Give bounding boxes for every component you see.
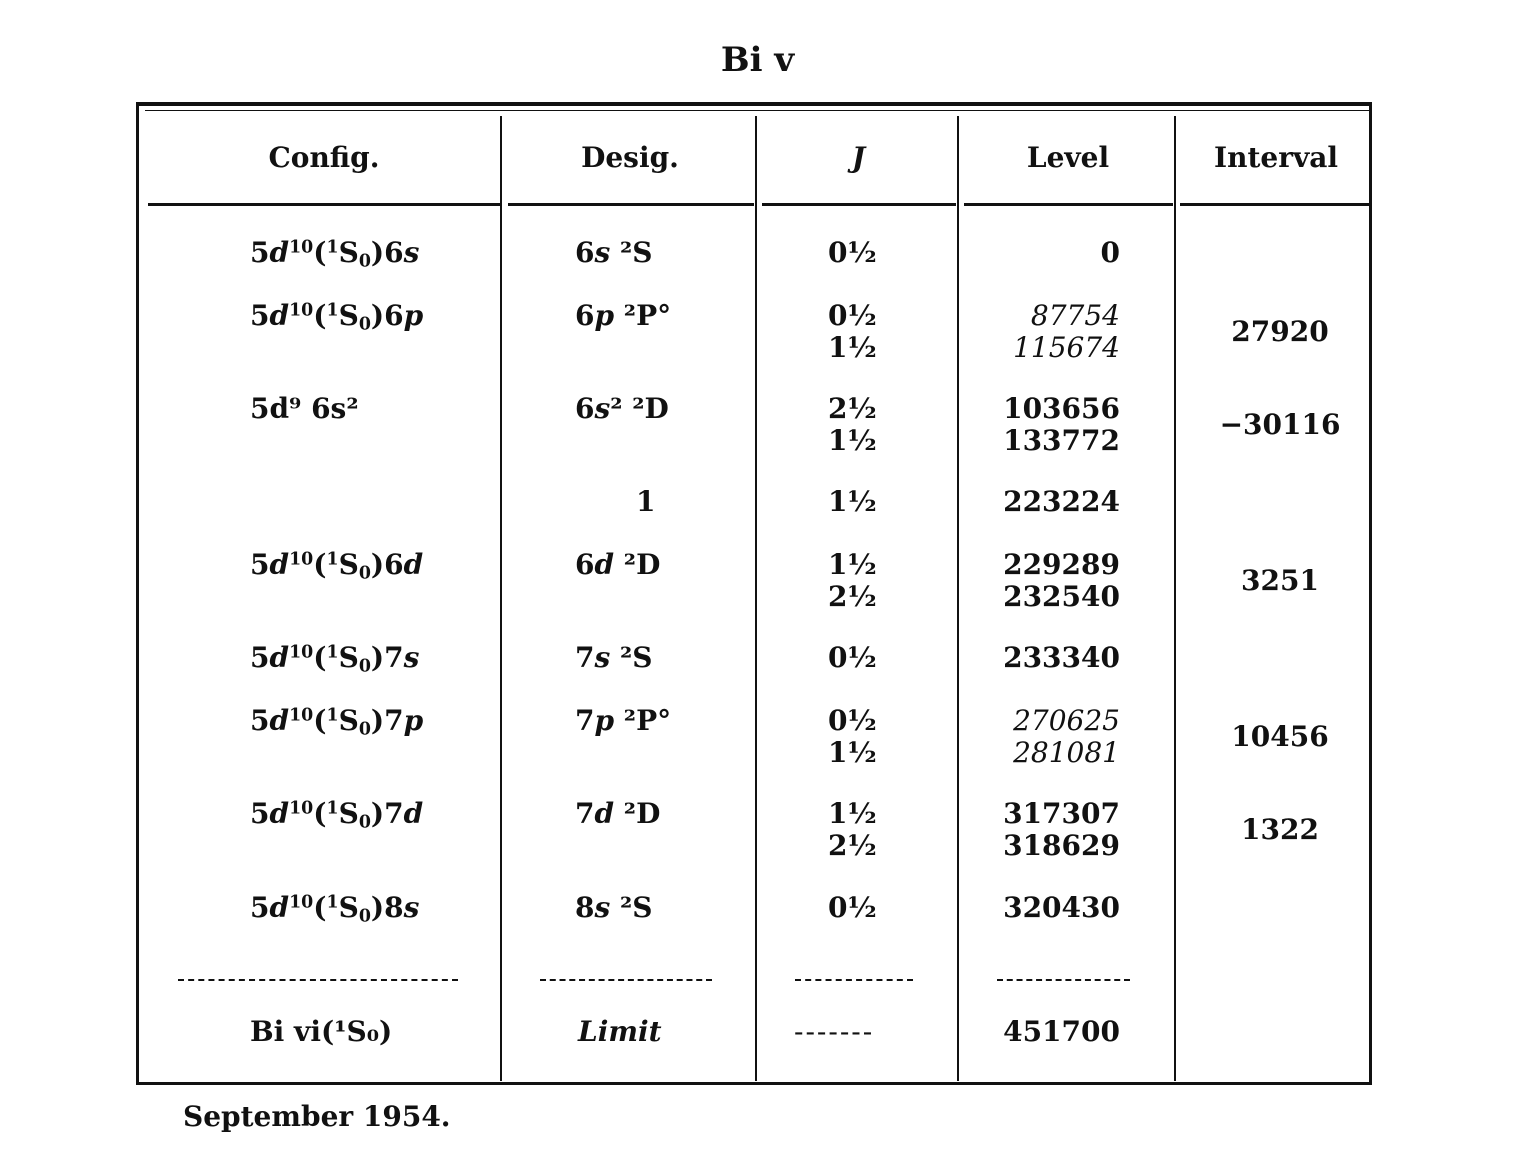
column-divider	[500, 116, 502, 1081]
interval-cell: −30116	[1219, 408, 1341, 441]
j-cell: 1½	[828, 424, 877, 457]
j-cell: 0½	[828, 236, 877, 269]
config-cell: $5d^{10}(^1S_0)8s$	[250, 891, 420, 927]
desig-cell: 6s ²S	[575, 236, 653, 269]
j-cell: 1½	[828, 331, 877, 364]
config-cell: $5d^{10}(^1S_0)6d$	[250, 548, 424, 584]
config-cell: $5d^{10}(^1S_0)6p$	[250, 299, 424, 335]
config-cell: $5d^{10}(^1S_0)7s$	[250, 641, 420, 677]
header-config: Config.	[268, 141, 380, 174]
j-cell: 1½	[828, 485, 877, 518]
header-rule	[148, 203, 500, 206]
dashed-separator	[540, 979, 712, 981]
header-j: J	[851, 141, 866, 174]
config-cell: $5d^{10}(^1S_0)6s$	[250, 236, 420, 272]
level-cell: 115674	[1013, 331, 1120, 364]
limit-j-cell: -------	[794, 1015, 875, 1048]
desig-cell: 1	[636, 485, 656, 518]
j-cell: 1½	[828, 797, 877, 830]
column-divider	[957, 116, 959, 1081]
config-cell: $5d^{10}(^1S_0)7d$	[250, 797, 424, 833]
interval-cell: 10456	[1231, 720, 1329, 753]
header-rule	[508, 203, 754, 206]
level-cell: 320430	[1003, 891, 1120, 924]
desig-cell: 7p ²P°	[575, 704, 672, 737]
level-cell: 103656	[1003, 392, 1120, 425]
dashed-separator	[997, 979, 1130, 981]
desig-cell: 7d ²D	[575, 797, 661, 830]
level-cell: 223224	[1003, 485, 1120, 518]
level-cell: 87754	[1030, 299, 1120, 332]
footer-date: September 1954.	[183, 1100, 451, 1133]
level-cell: 232540	[1003, 580, 1120, 613]
j-cell: 1½	[828, 736, 877, 769]
level-cell: 317307	[1003, 797, 1120, 830]
level-cell: 281081	[1013, 736, 1120, 769]
desig-cell: 6p ²P°	[575, 299, 672, 332]
j-cell: 0½	[828, 641, 877, 674]
interval-cell: 27920	[1231, 315, 1329, 348]
header-desig: Desig.	[581, 141, 679, 174]
header-rule	[762, 203, 956, 206]
j-cell: 2½	[828, 580, 877, 613]
j-cell: 2½	[828, 392, 877, 425]
limit-config-cell: Bi vi(¹S₀)	[250, 1015, 393, 1048]
limit-desig-cell: Limit	[578, 1015, 662, 1048]
column-divider	[1174, 116, 1176, 1081]
j-cell: 1½	[828, 548, 877, 581]
desig-cell: 6d ²D	[575, 548, 661, 581]
desig-cell: 7s ²S	[575, 641, 653, 674]
j-cell: 0½	[828, 891, 877, 924]
header-level: Level	[1026, 141, 1110, 174]
header-rule	[964, 203, 1173, 206]
interval-cell: 1322	[1241, 813, 1319, 846]
limit-level-cell: 451700	[1003, 1015, 1120, 1048]
page-title: Bi v	[720, 40, 795, 80]
config-cell: $5d^{10}(^1S_0)7p$	[250, 704, 424, 740]
desig-cell: 8s ²S	[575, 891, 653, 924]
j-cell: 0½	[828, 704, 877, 737]
dashed-separator	[178, 979, 458, 981]
level-cell: 133772	[1003, 424, 1120, 457]
desig-cell: 6s² ²D	[575, 392, 669, 425]
dashed-separator	[795, 979, 913, 981]
config-cell: 5d⁹ 6s²	[250, 392, 359, 425]
level-cell: 270625	[1013, 704, 1120, 737]
level-cell: 233340	[1003, 641, 1120, 674]
header-interval: Interval	[1213, 141, 1338, 174]
column-divider	[755, 116, 757, 1081]
interval-cell: 3251	[1241, 564, 1319, 597]
header-rule	[1180, 203, 1370, 206]
level-cell: 229289	[1003, 548, 1120, 581]
level-cell: 318629	[1003, 829, 1120, 862]
j-cell: 0½	[828, 299, 877, 332]
level-cell: 0	[1100, 236, 1120, 269]
j-cell: 2½	[828, 829, 877, 862]
